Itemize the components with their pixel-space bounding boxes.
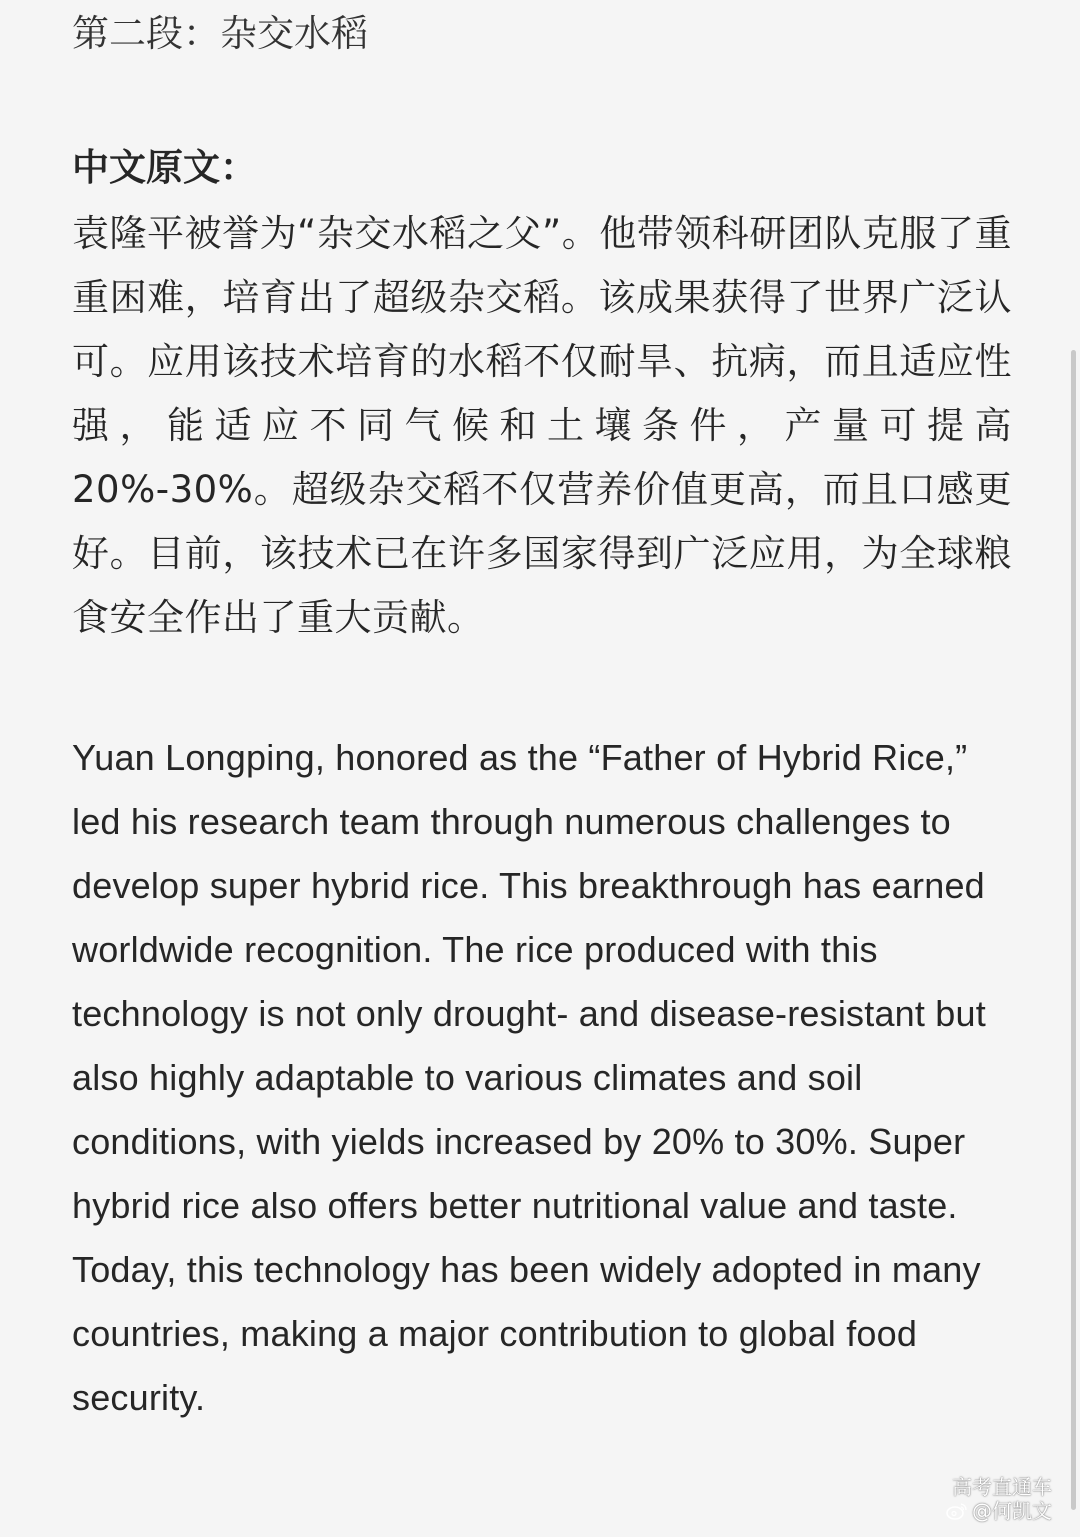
watermark-line2-row: [946, 1499, 1052, 1523]
document-content: [72, 8, 1012, 1430]
section-title: 第二段：杂交水稻: [72, 12, 368, 55]
watermark-line1: 高考直通车: [952, 1475, 1052, 1499]
english-paragraph: Yuan Longping, honored as the “Father of Hybrid Rice,” led his research team through numerous challenges to develop super hybrid rice. This breakthrough has earned worldwide recognition. The rice produced with this technology is not only drought- and disease-resistant but also highly adaptable to various climates and soil conditions, with yields increased by 20% to 30%. Super hybrid rice also offers better nutritional value and taste. Today, this technology has been widely adopted in many countries, making a major contribution to global food security.: [72, 737, 986, 1418]
watermark: [946, 1475, 1052, 1523]
weibo-icon: [946, 1502, 968, 1520]
watermark-line2: @何凯文: [972, 1499, 1052, 1523]
chinese-paragraph: 袁隆平被誉为“杂交水稻之父”。他带领科研团队克服了重重困难，培育出了超级杂交稻。该成果获得了世界广泛认可。应用该技术培育的水稻不仅耐旱、抗病，而且适应性强，能适应不同气候和土壤条件，产量可提高 20%-30%。超级杂交稻不仅营养价值更高，而且口感更好。目前，该技术已在许多国家得到广泛应用，为全球粮食安全作出了重大贡献。: [72, 212, 1012, 639]
scrollbar[interactable]: [1071, 350, 1076, 1510]
chinese-label: 中文原文：: [72, 146, 257, 189]
